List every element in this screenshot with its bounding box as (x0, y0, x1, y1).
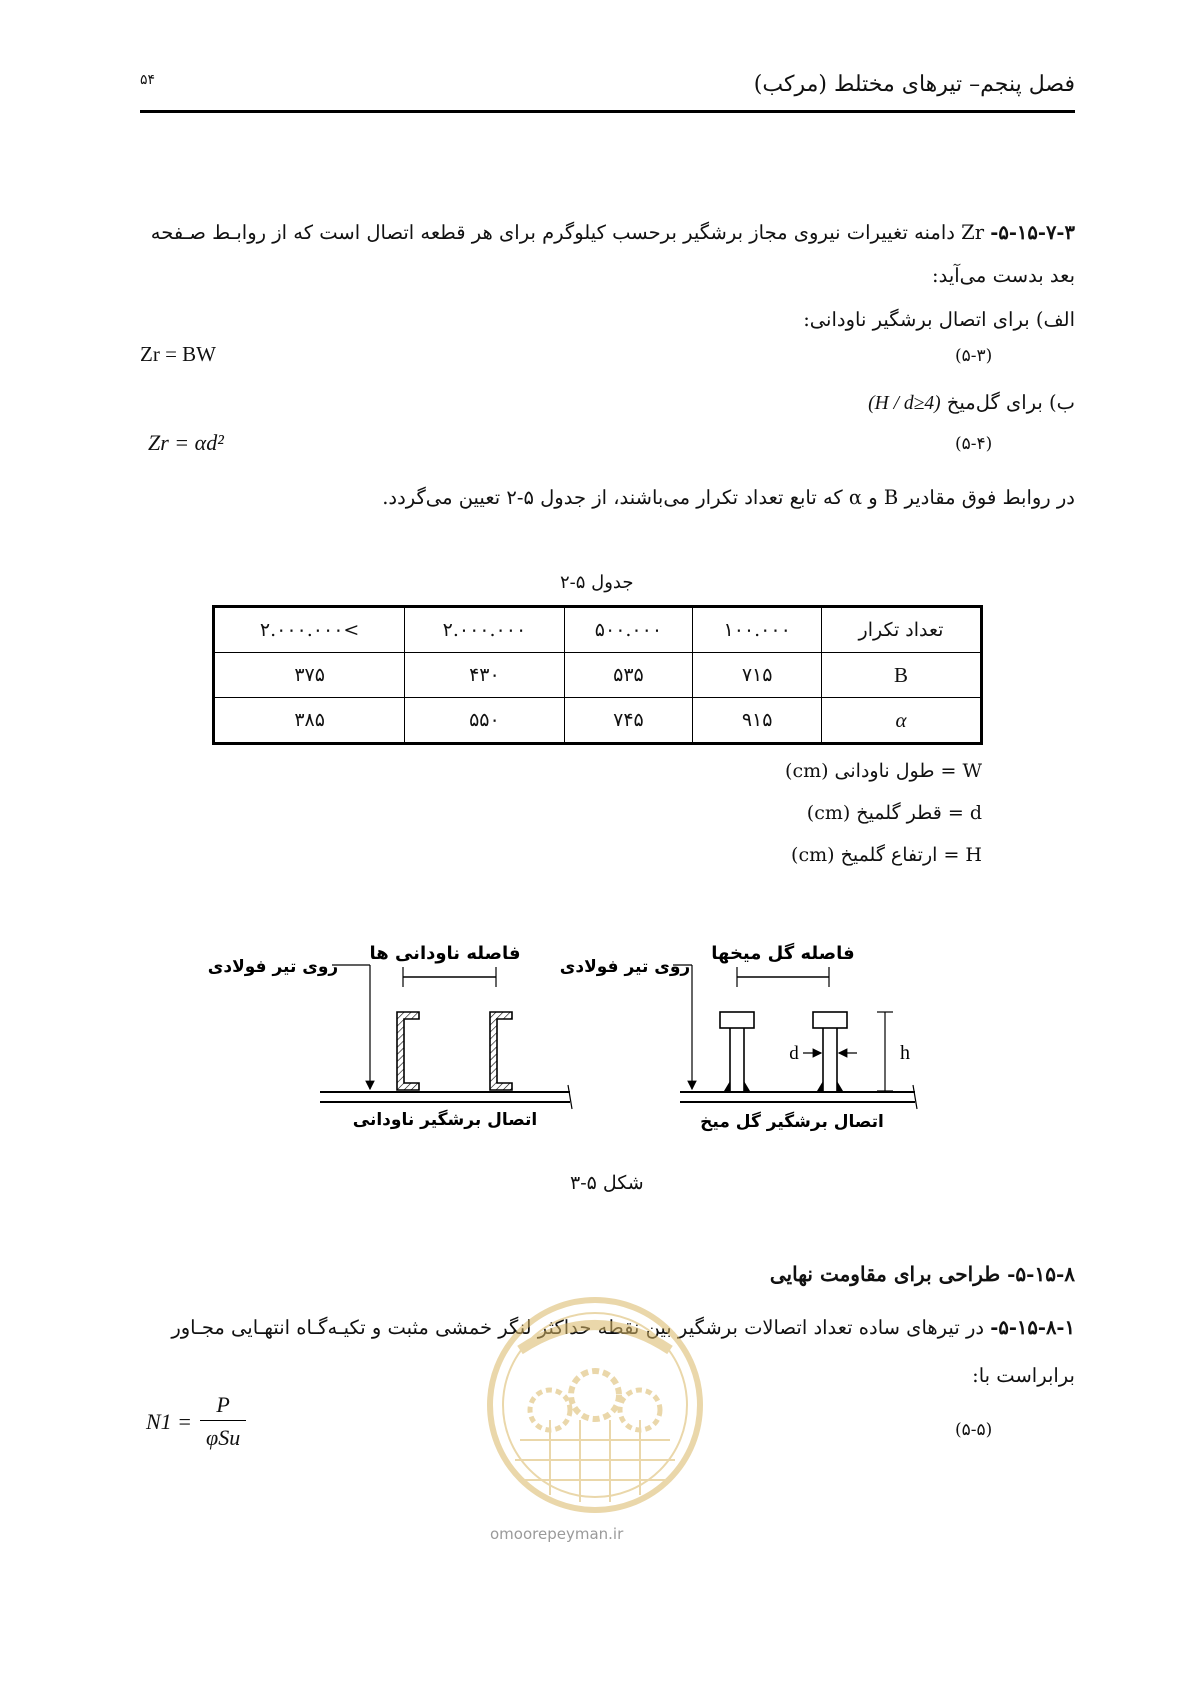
table-cell: ۹۱۵ (693, 698, 822, 744)
h-label: h (900, 1042, 910, 1064)
table-row (214, 698, 982, 744)
table-row (214, 653, 982, 698)
section-15-7-3-line2: بعد بدست می‌آید: (932, 264, 1075, 287)
equation-3-denominator: φSu (206, 1425, 241, 1450)
equation-3-lhs: N1 = (146, 1408, 193, 1434)
channel-connector-drawing (208, 943, 572, 1130)
figure-caption: شکل ۵-۳ (570, 1172, 644, 1194)
subsection-number: ۵-۱۵-۸-۱- (990, 1316, 1075, 1339)
stud-head (813, 1012, 847, 1028)
table-header-row (214, 607, 982, 653)
equation-1-number: (۵-۳) (955, 346, 993, 366)
table-header-cell: ۲.۰۰۰.۰۰۰ (405, 607, 564, 653)
subsection-text: در تیرهای ساده تعداد اتصالات برشگیر بین نقطه حداکثر لنگر خمشی مثبت و تکیـه‌گـاه انتهـایی مجـاور (171, 1316, 985, 1339)
table-cell: ۵۵۰ (405, 698, 564, 744)
table-cell: ۵۳۵ (564, 653, 693, 698)
channel-shape (490, 1012, 512, 1090)
equation-3 (145, 1392, 246, 1451)
note-coefficients: در روابط فوق مقادیر B و α که تابع تعداد تکرار می‌باشند، از جدول ۵-۲ تعیین می‌گردد. (382, 486, 1075, 509)
table-cell: B (822, 653, 982, 698)
table-cell: α (822, 698, 982, 744)
section-text: Zr دامنه تغییرات نیروی مجاز برشگیر برحسب کیلوگرم برای هر قطعه اتصال است که از روابـط صـفحه (150, 221, 985, 244)
shear-connector-figure (207, 915, 985, 1135)
header-title: فصل پنجم– تیرهای مختلط (مرکب) (753, 72, 1075, 97)
definition-w: W = طول ناودانی (cm) (785, 760, 982, 782)
equation-2: Zr = αd² (148, 430, 224, 455)
d-label: d (789, 1043, 799, 1064)
header-divider (140, 110, 1075, 113)
watermark-site: omoorepeyman.ir (490, 1525, 624, 1543)
definition-h: H = ارتفاع گلمیخ (cm) (791, 844, 982, 866)
channel-shape (397, 1012, 419, 1090)
table-header-cell: >۲.۰۰۰.۰۰۰ (214, 607, 405, 653)
item-b-stud (868, 385, 1075, 422)
equation-1: Zr = BW (140, 342, 216, 366)
table-cell: ۷۱۵ (693, 653, 822, 698)
stud-connector-drawing (560, 942, 917, 1132)
channel-connector-label: اتصال برشگیر ناودانی (352, 1110, 538, 1130)
coefficient-table (212, 605, 983, 745)
item-b-text: ب) برای گل‌میخ (946, 391, 1075, 414)
table-header-cell: ۵۰۰.۰۰۰ (564, 607, 693, 653)
definitions-list (785, 750, 982, 876)
definition-d: d = قطر گلمیخ (cm) (806, 802, 982, 824)
watermark-logo (480, 1290, 710, 1520)
section-number: ۵-۱۵-۷-۳- (990, 221, 1075, 244)
section-15-8-1-line2: برابراست با: (972, 1364, 1075, 1387)
section-15-7-3-line1 (140, 215, 1075, 251)
page-number: ۵۴ (140, 72, 156, 88)
equation-2-number: (۵-۴) (955, 434, 993, 454)
table-cell: ۴۳۰ (405, 653, 564, 698)
on-steel-beam-label-2: روی تیر فولادی (559, 957, 691, 977)
channel-spacing-label: فاصله ناودانی ها (369, 943, 521, 964)
equation-3-number: (۵-۵) (955, 1420, 993, 1440)
table-cell: ۳۷۵ (214, 653, 405, 698)
table-header-cell: ۱۰۰.۰۰۰ (693, 607, 822, 653)
equation-3-numerator: P (200, 1392, 246, 1421)
table-caption: جدول ۵-۲ (560, 572, 634, 593)
on-steel-beam-label: روی تیر فولادی (207, 957, 339, 977)
stud-spacing-label: فاصله گل میخها (711, 943, 855, 964)
section-heading-ultimate: ۵-۱۵-۸- طراحی برای مقاومت نهایی (769, 1262, 1075, 1286)
item-a-channel: الف) برای اتصال برشگیر ناودانی: (803, 308, 1075, 331)
stud-head (720, 1012, 754, 1028)
item-b-condition: (H / d≥4) (868, 393, 941, 414)
table-cell: ۳۸۵ (214, 698, 405, 744)
table-cell: ۷۴۵ (564, 698, 693, 744)
table-header-cell: تعداد تکرار (822, 607, 982, 653)
stud-connector-label: اتصال برشگیر گل میخ (700, 1112, 884, 1132)
